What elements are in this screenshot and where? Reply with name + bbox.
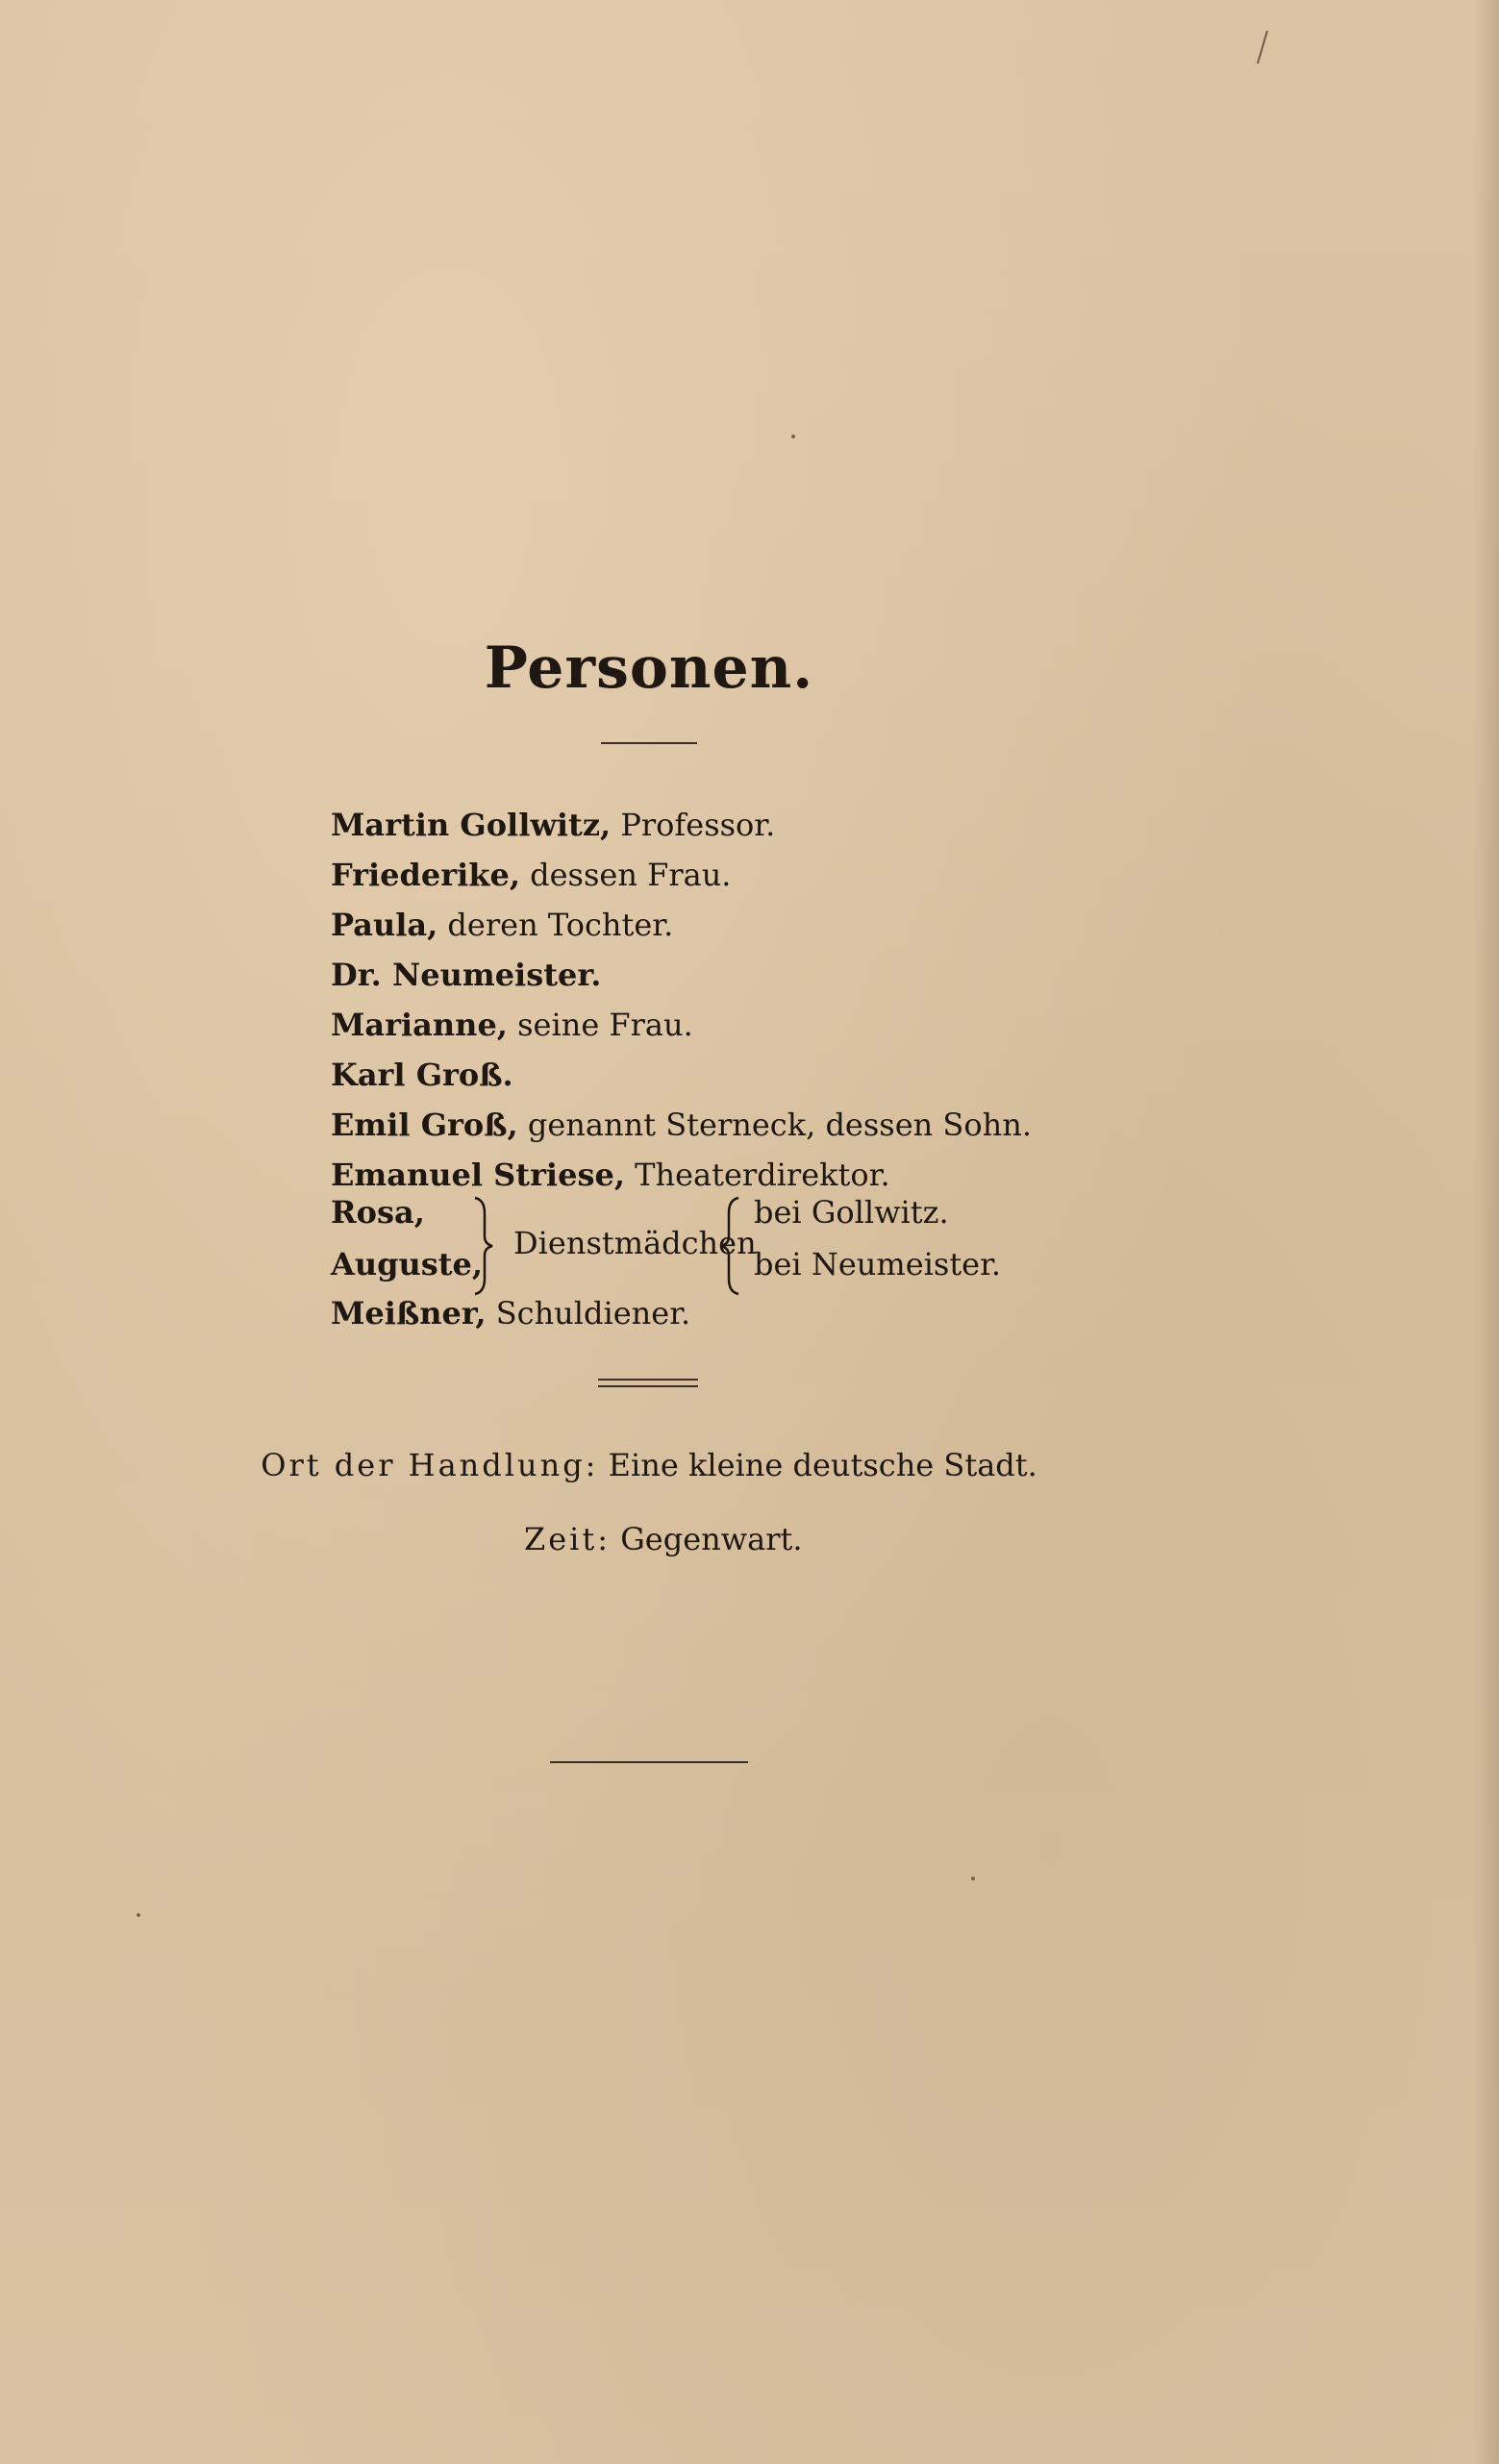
character-role: dessen Frau. [530, 857, 732, 893]
cast-entry [331, 1150, 1032, 1200]
character-name: Dr. Neumeister. [331, 957, 602, 993]
ink-speck [791, 435, 795, 438]
cast-entry [331, 1288, 690, 1338]
double-divider-top [598, 1379, 698, 1381]
character-role: genannt Sterneck, dessen Sohn. [527, 1107, 1032, 1143]
maids-group [331, 1194, 1004, 1298]
character-name: Paula, [331, 907, 438, 943]
closing-divider [550, 1761, 748, 1763]
character-role: Schuldiener. [495, 1295, 691, 1332]
character-name: Emil Groß, [331, 1107, 518, 1143]
character-role: Professor. [620, 807, 776, 843]
character-name: Marianne, [331, 1007, 508, 1043]
place-of-action [0, 1447, 1298, 1483]
time-of-action [524, 1521, 803, 1557]
time-value: Gegenwart. [620, 1521, 803, 1557]
closing-brace-icon [471, 1194, 496, 1298]
employer-location: bei Neumeister. [754, 1246, 1002, 1282]
character-name: Friederike, [331, 857, 520, 893]
opening-brace-icon [717, 1194, 742, 1298]
page-edge-shadow [1474, 0, 1499, 2464]
place-label: Ort der Handlung: [261, 1447, 599, 1483]
title-divider [601, 742, 697, 744]
character-name: Auguste, [331, 1246, 484, 1282]
character-role: seine Frau. [517, 1007, 693, 1043]
page-title: Personen. [484, 635, 814, 702]
character-role: Theaterdirektor. [635, 1157, 890, 1193]
cast-entry [331, 950, 1032, 1000]
character-name: Rosa, [331, 1194, 425, 1231]
cast-entry [331, 1000, 1032, 1050]
character-name: Karl Groß. [331, 1057, 513, 1093]
cast-list [331, 800, 1032, 1200]
character-name: Emanuel Striese, [331, 1157, 625, 1193]
ink-speck [971, 1877, 975, 1880]
cast-entry [331, 1050, 1032, 1100]
cast-entry [331, 1100, 1032, 1150]
time-label: Zeit: [524, 1521, 612, 1557]
cast-entry [331, 850, 1032, 900]
ink-speck [137, 1913, 140, 1917]
pencil-mark [1250, 29, 1271, 67]
employer-location: bei Gollwitz. [754, 1194, 949, 1231]
character-role: deren Tochter. [447, 907, 674, 943]
character-name: Meißner, [331, 1295, 487, 1332]
place-value: Eine kleine deutsche Stadt. [608, 1447, 1037, 1483]
double-divider-bottom [598, 1385, 698, 1387]
cast-entry [331, 900, 1032, 950]
character-role: Dienstmädchen [513, 1225, 757, 1261]
cast-entry [331, 800, 1032, 850]
character-name: Martin Gollwitz, [331, 807, 612, 843]
